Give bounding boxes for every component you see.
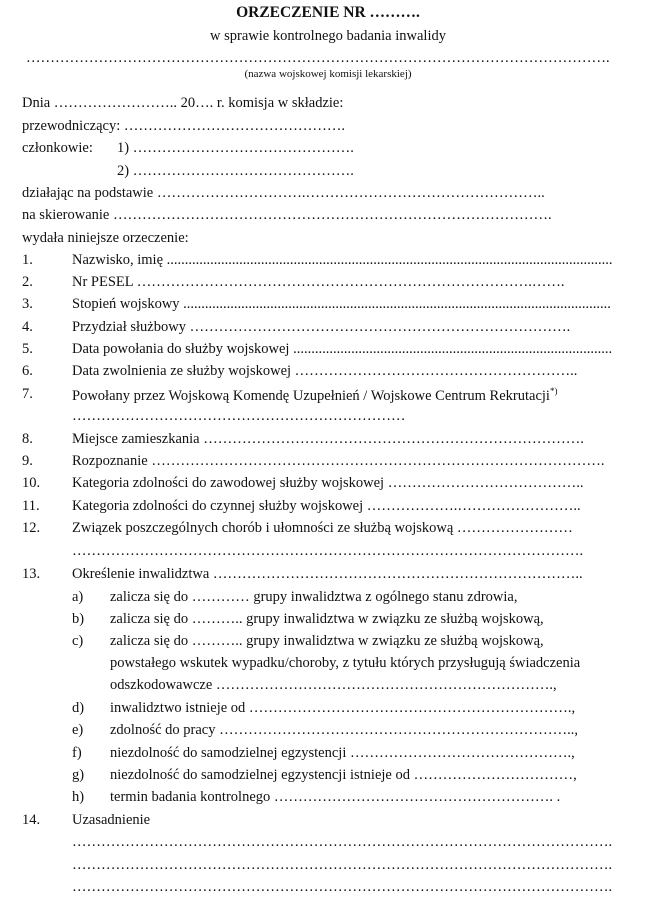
item-recruitment-text: Powołany przez Wojskową Komendę Uzupełnień / Wojskowe Centrum Rekrutacji (72, 387, 550, 404)
item-discharge-date[interactable]: Data zwolnienia ze służby wojskowej ………………………………………………….. (72, 363, 578, 379)
item-number: 13. (22, 566, 41, 582)
item-illness-service-relation-continuation[interactable]: ……………………………………………………………………………………………. (72, 543, 584, 559)
commission-name-caption: (nazwa wojskowej komisji lekarskiej) (244, 68, 412, 80)
item-number: 7. (22, 386, 33, 402)
subitem-letter: d) (72, 700, 85, 716)
referral-line[interactable]: na skierowanie ………………………………………………………………………………. (22, 207, 552, 223)
member-2-field[interactable]: 2) ………………………………………. (117, 163, 354, 179)
member-1-field[interactable]: 1) ………………………………………. (117, 140, 354, 156)
item-number: 14. (22, 812, 41, 828)
item-active-service-category[interactable]: Kategoria zdolności do czynnej służby wojskowej ……………….…………………….. (72, 498, 581, 514)
item-residence[interactable]: Miejsce zamieszkania ……………………………………………………………………. (72, 431, 584, 447)
subitem-independent-existence-incapacity[interactable]: niezdolność do samodzielnej egzystencji ………………………………………., (110, 745, 575, 761)
subitem-letter: h) (72, 789, 85, 805)
item-pesel[interactable]: Nr PESEL ……………………………………………………………………….……. (72, 274, 565, 290)
document-subtitle: w sprawie kontrolnego badania inwalidy (210, 28, 446, 44)
date-line[interactable]: Dnia …………………….. 20…. r. komisja w składzie: (22, 95, 344, 111)
item-number: 12. (22, 520, 41, 536)
subitem-letter: c) (72, 633, 84, 649)
commission-name-field[interactable]: …………………………………………………………………………………………………………. (26, 50, 610, 66)
item-number: 5. (22, 341, 33, 357)
item-number: 1. (22, 252, 33, 268)
item-justification-label: Uzasadnienie (72, 812, 151, 828)
item-military-rank[interactable]: Stopień wojskowy ...................................................................................................................... (72, 296, 611, 312)
justification-line[interactable]: …………………………………………………………………………………………………. (72, 879, 613, 895)
justification-line[interactable]: …………………………………………………………………………………………………. (72, 857, 613, 873)
subitem-work-capacity[interactable]: zdolność do pracy ……………………………………………………………….., (110, 722, 578, 738)
subitem-letter: f) (72, 745, 82, 761)
subitem-accident-related-continuation: powstałego wskutek wypadku/choroby, z tytułu których przysługują świadczenia (110, 655, 581, 671)
footnote-marker: *) (549, 386, 558, 396)
item-number: 4. (22, 319, 33, 335)
members-label: członkowie: (22, 140, 93, 156)
item-disability-determination[interactable]: Określenie inwalidztwa ………………………………………………………………….. (72, 566, 583, 582)
document-title: ORZECZENIE NR ………. (236, 4, 420, 21)
subitem-accident-related-group[interactable]: zalicza się do ……….. grupy inwalidztwa w związku ze służbą wojskową, (110, 633, 544, 649)
item-professional-service-category[interactable]: Kategoria zdolności do zawodowej służby wojskowej ………………………………….. (72, 475, 584, 491)
subitem-compensation-field[interactable]: odszkodowawcze ……………………………………………………………., (110, 677, 557, 693)
issued-line: wydała niniejsze orzeczenie: (22, 230, 189, 246)
item-diagnosis[interactable]: Rozpoznanie …………………………………………………………………………………. (72, 453, 605, 469)
subitem-incapacity-since[interactable]: niezdolność do samodzielnej egzystencji istnieje od ……………………………, (110, 767, 577, 783)
item-number: 3. (22, 296, 33, 312)
subitem-disability-since[interactable]: inwalidztwo istnieje od …………………………………………………………., (110, 700, 576, 716)
item-number: 8. (22, 431, 33, 447)
item-recruitment-continuation[interactable]: …………………………………………………………… (72, 408, 406, 424)
subitem-general-health-group[interactable]: zalicza się do ………… grupy inwalidztwa z ogólnego stanu zdrowia, (110, 589, 518, 605)
item-service-assignment[interactable]: Przydział służbowy ……………………………………………………………………. (72, 319, 571, 335)
subitem-letter: b) (72, 611, 85, 627)
subitem-control-exam-date[interactable]: termin badania kontrolnego …………………………………………………. . (110, 789, 561, 805)
item-recruitment-office[interactable] (72, 386, 557, 405)
item-number: 11. (22, 498, 40, 514)
subitem-letter: g) (72, 767, 85, 783)
justification-line[interactable]: …………………………………………………………………………………………………. (72, 834, 613, 850)
chair-line[interactable]: przewodniczący: ………………………………………. (22, 118, 345, 134)
subitem-letter: a) (72, 589, 84, 605)
subitem-service-related-group[interactable]: zalicza się do ……….. grupy inwalidztwa w związku ze służbą wojskową, (110, 611, 544, 627)
item-illness-service-relation[interactable]: Związek poszczególnych chorób i ułomności ze służbą wojskową …………………… (72, 520, 573, 536)
item-surname-name[interactable]: Nazwisko, imię ........................................................................................................................... (72, 252, 613, 268)
item-conscription-date[interactable]: Data powołania do służby wojskowej ........................................................................................ (72, 341, 613, 357)
item-number: 6. (22, 363, 33, 379)
basis-line[interactable]: działając na podstawie ………………………….………………………………………….. (22, 185, 545, 201)
item-number: 2. (22, 274, 33, 290)
item-number: 9. (22, 453, 33, 469)
item-number: 10. (22, 475, 41, 491)
subitem-letter: e) (72, 722, 84, 738)
